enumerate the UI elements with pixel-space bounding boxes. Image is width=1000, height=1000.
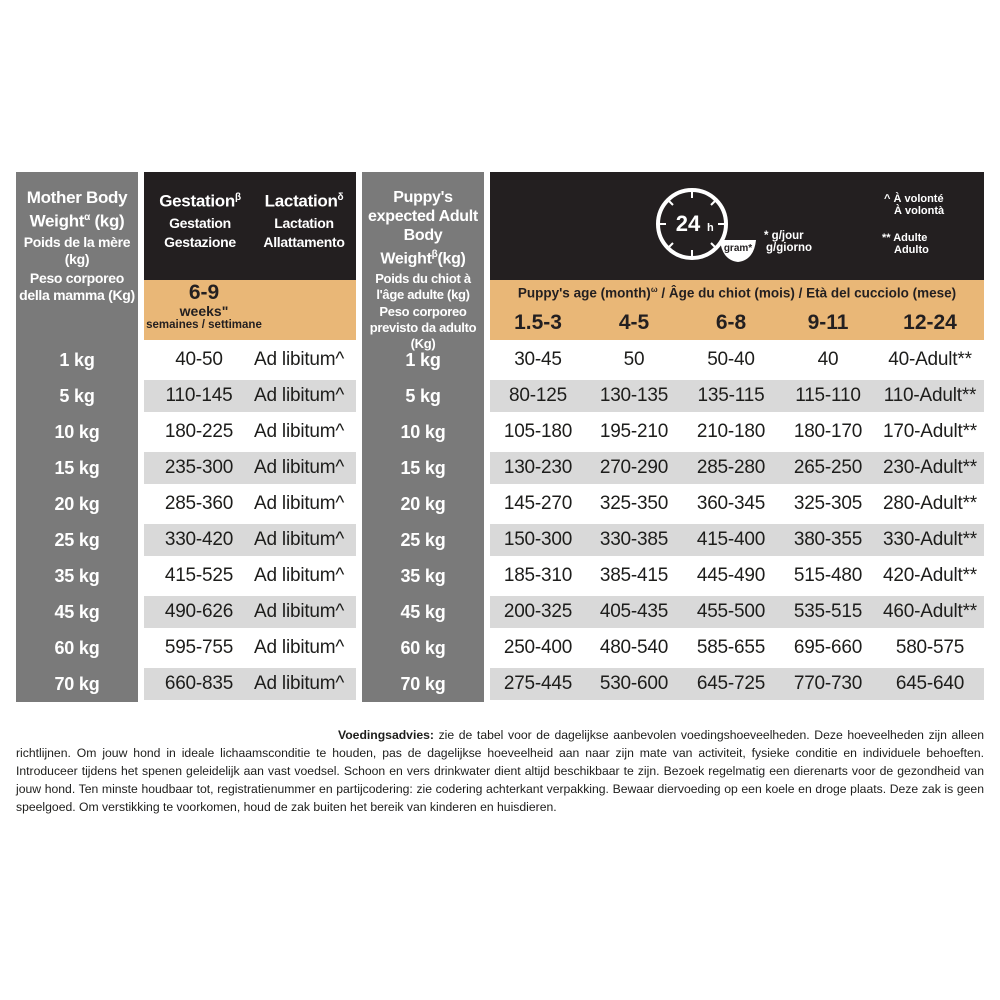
puppy-ration-value: 180-170: [793, 421, 863, 442]
mother-row: [144, 488, 356, 520]
puppy-row: [490, 344, 984, 376]
age-column-header: 4-5: [618, 311, 650, 334]
lactation-value: Ad libitum^: [254, 673, 345, 694]
puppy-ration-value: 145-270: [503, 493, 573, 514]
bowl-label: gram*: [723, 243, 753, 254]
gestation-value: 235-300: [164, 457, 234, 478]
puppy-ration-value: 330-385: [599, 529, 669, 550]
gestation-value: 490-626: [164, 601, 234, 622]
feeding-advice: [16, 726, 984, 816]
mother-weight-cell: [16, 630, 138, 666]
age-column-header: 9-11: [807, 311, 849, 334]
puppy-ration-value: 50: [623, 349, 645, 370]
puppy-ration-value: 585-655: [696, 637, 766, 658]
puppy-ration-value: 695-660: [793, 637, 863, 658]
puppy-ration-value: 135-115: [697, 385, 765, 406]
clock-24h-icon: [652, 180, 762, 272]
puppy-weight-value: 1 kg: [405, 349, 441, 370]
mother-weight-value: 1 kg: [59, 349, 95, 370]
lactation-value: Ad libitum^: [254, 601, 345, 622]
puppy-row: [490, 596, 984, 628]
adult-legend: ** Adulte Adulto: [882, 232, 929, 256]
gestation-value: 40-50: [175, 349, 223, 370]
gestation-header: Gestation$^\beta$ Gestation Gestazione: [159, 191, 241, 250]
puppy-row: [490, 668, 984, 700]
puppy-ration-value: 645-640: [895, 673, 965, 694]
puppy-row: [490, 524, 984, 556]
puppy-ration-value: 130-230: [503, 457, 573, 478]
puppy-ration-value: 385-415: [599, 565, 669, 586]
mother-weight-cell: [16, 342, 138, 378]
puppy-weight-cell: [362, 558, 484, 594]
puppy-ration-value: 325-350: [599, 493, 669, 514]
puppy-ration-value: 185-310: [503, 565, 573, 586]
age-columns: [490, 306, 984, 340]
lactation-value: Ad libitum^: [254, 421, 345, 442]
mother-weight-cell: [16, 450, 138, 486]
puppy-ration-value: 330-Adult**: [883, 529, 977, 550]
puppy-ration-value: 275-445: [503, 673, 573, 694]
puppy-weight-value: 15 kg: [400, 457, 446, 478]
puppy-weight-cell: [362, 522, 484, 558]
puppy-ration-value: 285-280: [696, 457, 766, 478]
puppy-ration-value: 645-725: [696, 673, 766, 694]
puppy-row: [490, 488, 984, 520]
feeding-advice-title: Voedingsadvies:: [338, 728, 434, 742]
puppy-ration-value: 455-500: [696, 601, 766, 622]
mother-weight-cell: [16, 522, 138, 558]
puppy-ration-value: 580-575: [895, 637, 965, 658]
puppy-weight-value: 5 kg: [405, 385, 441, 406]
puppy-ration-value: 40-Adult**: [888, 349, 972, 370]
puppy-ration-value: 380-355: [793, 529, 863, 550]
lactation-value: Ad libitum^: [254, 385, 345, 406]
age-column-header: 1.5-3: [514, 311, 562, 334]
mother-row: [144, 380, 356, 412]
puppy-row: [490, 560, 984, 592]
mother-weight-value: 45 kg: [54, 601, 100, 622]
mother-row: [144, 560, 356, 592]
mother-weight-value: 10 kg: [54, 421, 100, 442]
mother-weight-value: 15 kg: [54, 457, 100, 478]
puppy-ration-value: 280-Adult**: [883, 493, 977, 514]
mother-weight-value: 60 kg: [54, 637, 100, 658]
per-day-legend: * g/jour g/giorno: [764, 230, 812, 254]
puppy-ration-value: 480-540: [599, 637, 669, 658]
puppy-ration-value: 325-305: [793, 493, 863, 514]
puppy-ration-value: 460-Adult**: [883, 601, 977, 622]
mother-row: [144, 344, 356, 376]
gestation-value: 595-755: [164, 637, 234, 658]
puppy-ration-value: 30-45: [514, 349, 562, 370]
ad-libitum-legend: ^ À volonté À volontà: [884, 193, 945, 217]
puppy-weight-cell: [362, 342, 484, 378]
age-column-header: 12-24: [903, 311, 957, 334]
puppy-ration-value: 415-400: [696, 529, 766, 550]
weeks-label: 6-9 weeks" semaines / settimane: [146, 281, 262, 331]
mother-weight-value: 35 kg: [54, 565, 100, 586]
puppy-weight-value: 10 kg: [400, 421, 446, 442]
lactation-value: Ad libitum^: [254, 349, 345, 370]
puppy-ration-value: 405-435: [599, 601, 669, 622]
mother-row: [144, 596, 356, 628]
mother-weight-cell: [16, 594, 138, 630]
puppy-row: [490, 452, 984, 484]
puppy-ration-value: 250-400: [503, 637, 573, 658]
lactation-value: Ad libitum^: [254, 565, 345, 586]
puppy-weight-value: 45 kg: [400, 601, 446, 622]
mother-weight-value: 20 kg: [54, 493, 100, 514]
puppy-row: [490, 632, 984, 664]
lactation-value: Ad libitum^: [254, 637, 345, 658]
puppy-weight-value: 35 kg: [400, 565, 446, 586]
puppy-weight-cell: [362, 414, 484, 450]
puppy-ration-value: 535-515: [793, 601, 863, 622]
mother-row: [144, 452, 356, 484]
gestation-value: 180-225: [164, 421, 234, 442]
age-header-text: Puppy's age (month)$^\omega$ / Âge du chiot (mois) / Età del cucciolo (mese): [517, 285, 957, 301]
puppy-row: [490, 380, 984, 412]
gestation-value: 110-145: [165, 385, 233, 406]
mother-row: [144, 632, 356, 664]
lactation-value: Ad libitum^: [254, 457, 345, 478]
puppy-weight-value: 70 kg: [400, 673, 446, 694]
puppy-ration-value: 200-325: [503, 601, 573, 622]
puppy-weight-value: 20 kg: [400, 493, 446, 514]
puppy-ration-value: 80-125: [509, 385, 567, 406]
mother-weight-cell: [16, 486, 138, 522]
puppy-ration-value: 515-480: [793, 565, 863, 586]
mother-row: [144, 524, 356, 556]
puppy-ration-value: 105-180: [503, 421, 573, 442]
puppy-ration-value: 230-Adult**: [883, 457, 977, 478]
clock-label: 24: [675, 211, 701, 236]
lactation-header: Lactation$^\delta$ Lactation Allattamento: [263, 191, 345, 250]
puppy-weight-cell: [362, 378, 484, 414]
puppy-ration-value: 50-40: [707, 349, 755, 370]
puppy-ration-value: 150-300: [503, 529, 573, 550]
mother-weight-value: 5 kg: [59, 385, 95, 406]
lactation-value: Ad libitum^: [254, 529, 345, 550]
mother-weight-value: 25 kg: [54, 529, 100, 550]
lactation-value: Ad libitum^: [254, 493, 345, 514]
mother-weight-cell: [16, 378, 138, 414]
puppy-ration-value: 40: [817, 349, 839, 370]
puppy-weight-value: 60 kg: [400, 637, 446, 658]
puppy-ration-value: 770-730: [793, 673, 863, 694]
puppy-row: [490, 416, 984, 448]
gestation-value: 330-420: [164, 529, 234, 550]
mother-weight-cell: [16, 558, 138, 594]
puppy-ration-value: 110-Adult**: [883, 385, 977, 406]
age-column-header: 6-8: [715, 311, 747, 334]
puppy-ration-value: 195-210: [599, 421, 669, 442]
puppy-weight-cell: [362, 666, 484, 702]
gestation-value: 415-525: [164, 565, 234, 586]
mother-weight-value: 70 kg: [54, 673, 100, 694]
puppy-ration-value: 270-290: [599, 457, 669, 478]
feeding-advice-body: zie de tabel voor de dagelijkse aanbevolen voedingshoeveelheden. Deze hoeveelheden zijn alleen richtlijnen. Om jouw hond in ideale lichaamsconditie te houden, pas de dagelijkse hoeveelheid aan naar zijn mate van activiteit, fysieke conditie en individuele behoeften. Introduceer tijdens het spenen geleidelijk aan vast voedsel. Schoon en vers drinkwater dient altijd beschikbaar te zijn. Bezoek regelmatig een dierenarts voor de gezondheid van jouw hond. Ten minste houdbaar tot, registratienummer en partijcodering: zie codering achterkant verpakking. Bewaar diervoeding op een koele en droge plaats. Deze zak is geen speelgoed. Om verstikking te voorkomen, houd de zak buiten het bereik van kinderen en huisdieren.: [16, 728, 984, 814]
puppy-ration-value: 420-Adult**: [883, 565, 977, 586]
puppy-weight-cell: [362, 486, 484, 522]
mother-row: [144, 416, 356, 448]
gestation-value: 660-835: [164, 673, 234, 694]
puppy-weight-cell: [362, 630, 484, 666]
puppy-ration-value: 530-600: [599, 673, 669, 694]
mother-weight-cell: [16, 414, 138, 450]
mother-weight-cell: [16, 666, 138, 702]
puppy-ration-value: 360-345: [696, 493, 766, 514]
puppy-ration-value: 210-180: [696, 421, 766, 442]
mother-weight-header: Mother Body Weight$^\alpha$ (kg) Poids de la mère (kg) Peso corporeo della mamma (Kg): [19, 188, 135, 303]
puppy-weight-cell: [362, 450, 484, 486]
puppy-ration-value: 115-110: [795, 385, 861, 406]
puppy-ration-value: 130-135: [599, 385, 669, 406]
puppy-adult-weight-header: Puppy's expected Adult Body Weight$^\beta$(kg) Poids du chiot à l'âge adulte (kg) Peso corporeo previsto da adulto (Kg): [368, 189, 478, 352]
puppy-ration-value: 265-250: [793, 457, 863, 478]
puppy-weight-value: 25 kg: [400, 529, 446, 550]
puppy-ration-value: 170-Adult**: [883, 421, 977, 442]
puppy-weight-cell: [362, 594, 484, 630]
clock-sub-label: h: [707, 222, 714, 234]
mother-row: [144, 668, 356, 700]
puppy-ration-value: 445-490: [696, 565, 766, 586]
gestation-value: 285-360: [164, 493, 234, 514]
